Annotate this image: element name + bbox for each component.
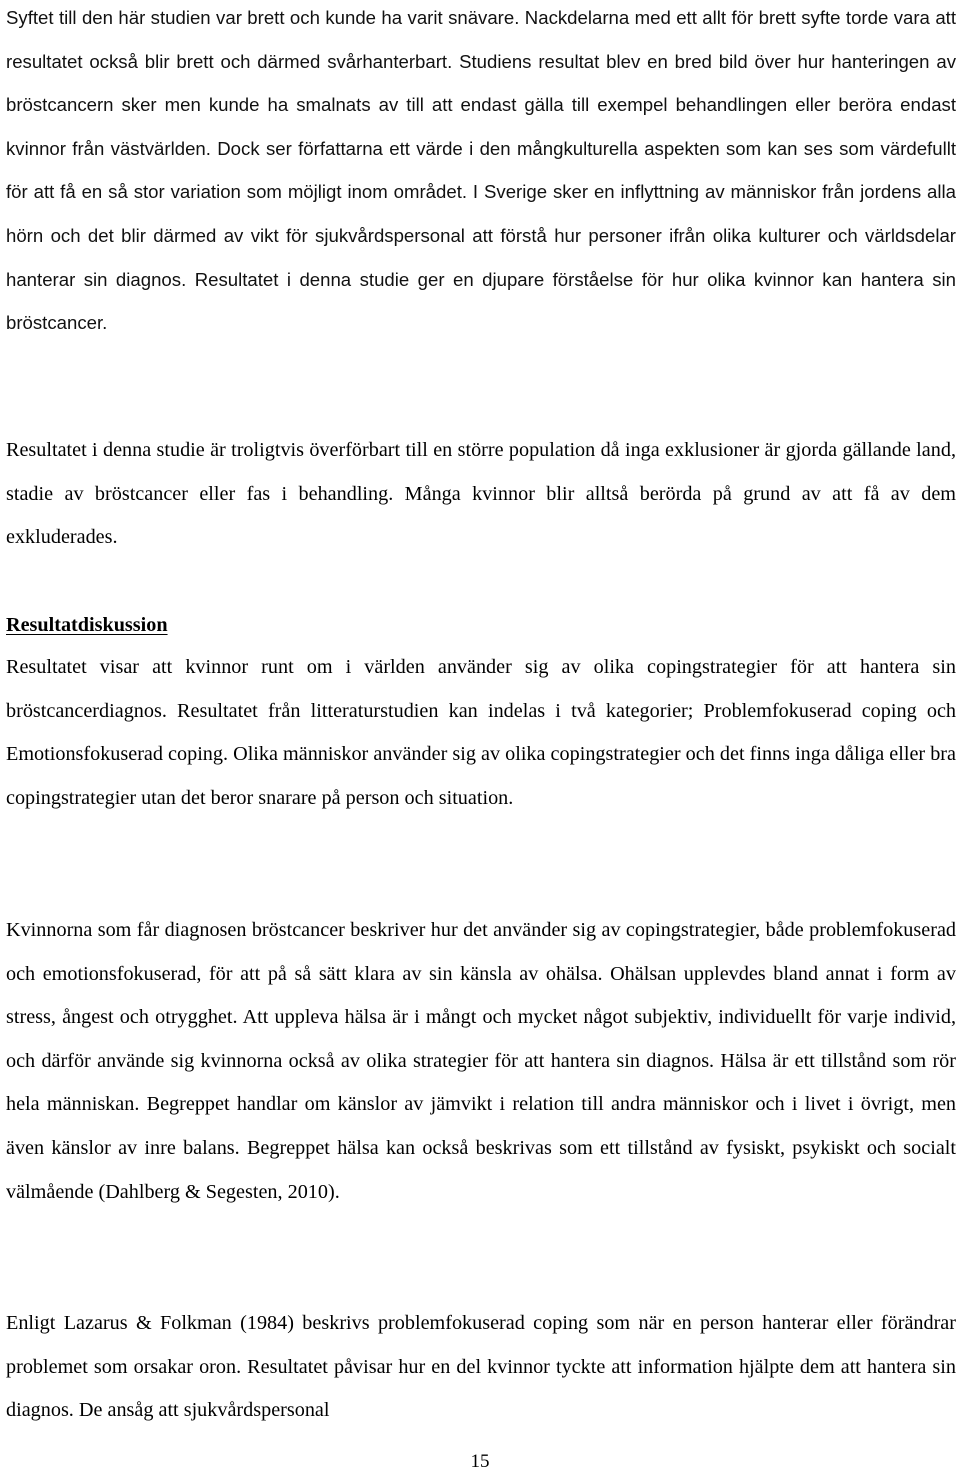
- body-paragraph-3: Resultatet visar att kvinnor runt om i världen använder sig av olika copingstrategier för att hantera sin bröstcancerdiagnos. Resultatet från litteraturstudien kan indelas i två kategorier; Problemfokuserad coping och Emotionsfokuserad coping. Olika människor använder sig av olika copingstrategier och det finns inga dåliga eller bra copingstrategier utan det beror snarare på person och situation.: [6, 656, 956, 809]
- section-heading: Resultatdiskussion: [6, 614, 168, 636]
- body-paragraph-5: Enligt Lazarus & Folkman (1984) beskrivs problemfokuserad coping som när en person hanterar eller förändrar problemet som orsakar oron. Resultatet påvisar hur en del kvinnor tyckte att information hjälpte dem att hantera sin diagnos. De ansåg att sjukvårdspersonal: [6, 1312, 956, 1422]
- page-number: 15: [470, 1451, 490, 1472]
- body-paragraph-4: Kvinnorna som får diagnosen bröstcancer beskriver hur det använder sig av copingstrategier, både problemfokuserad och emotionsfokuserad, för att på så sätt klara av sin känsla av ohälsa. Ohälsan upplevdes bland annat i form av stress, ångest och otrygghet. Att uppleva hälsa är i mångt och mycket något subjektiv, individuellt för varje individ, och därför använde sig kvinnorna också av olika strategier för att hantera sin diagnos. Hälsa är ett tillstånd som rör hela människan. Begreppet handlar om känslor av jämvikt i relation till andra människor och i livet i övrigt, men även känslor av inre balans. Begreppet hälsa kan också beskrivas som ett tillstånd av fysiskt, psykiskt och socialt välmående (Dahlberg & Segesten, 2010).: [6, 919, 956, 1203]
- body-paragraph-1: Syftet till den här studien var brett och kunde ha varit snävare. Nackdelarna med ett allt för brett syfte torde vara att resultatet också blir brett och därmed svårhanterbart. Studiens resultat blev en bred bild över hur hanteringen av bröstcancern sker men kunde ha smalnats av till att endast gälla till exempel behandlingen eller beröra endast kvinnor från västvärlden. Dock ser författarna ett värde i den mångkulturella aspekten som kan ses som värdefullt för att få en så stor variation som möjligt inom området. I Sverige sker en inflyttning av människor från jordens alla hörn och det blir därmed av vikt för sjukvårdspersonal att förstå hur personer ifrån olika kulturer och världsdelar hanterar sin diagnos. Resultatet i denna studie ger en djupare förståelse för hur olika kvinnor kan hantera sin bröstcancer.: [6, 7, 956, 334]
- body-paragraph-2: Resultatet i denna studie är troligtvis överförbart till en större population då inga exklusioner är gjorda gällande land, stadie av bröstcancer eller fas i behandling. Många kvinnor blir alltså berörda på grund av att få av dem exkluderades.: [6, 439, 956, 549]
